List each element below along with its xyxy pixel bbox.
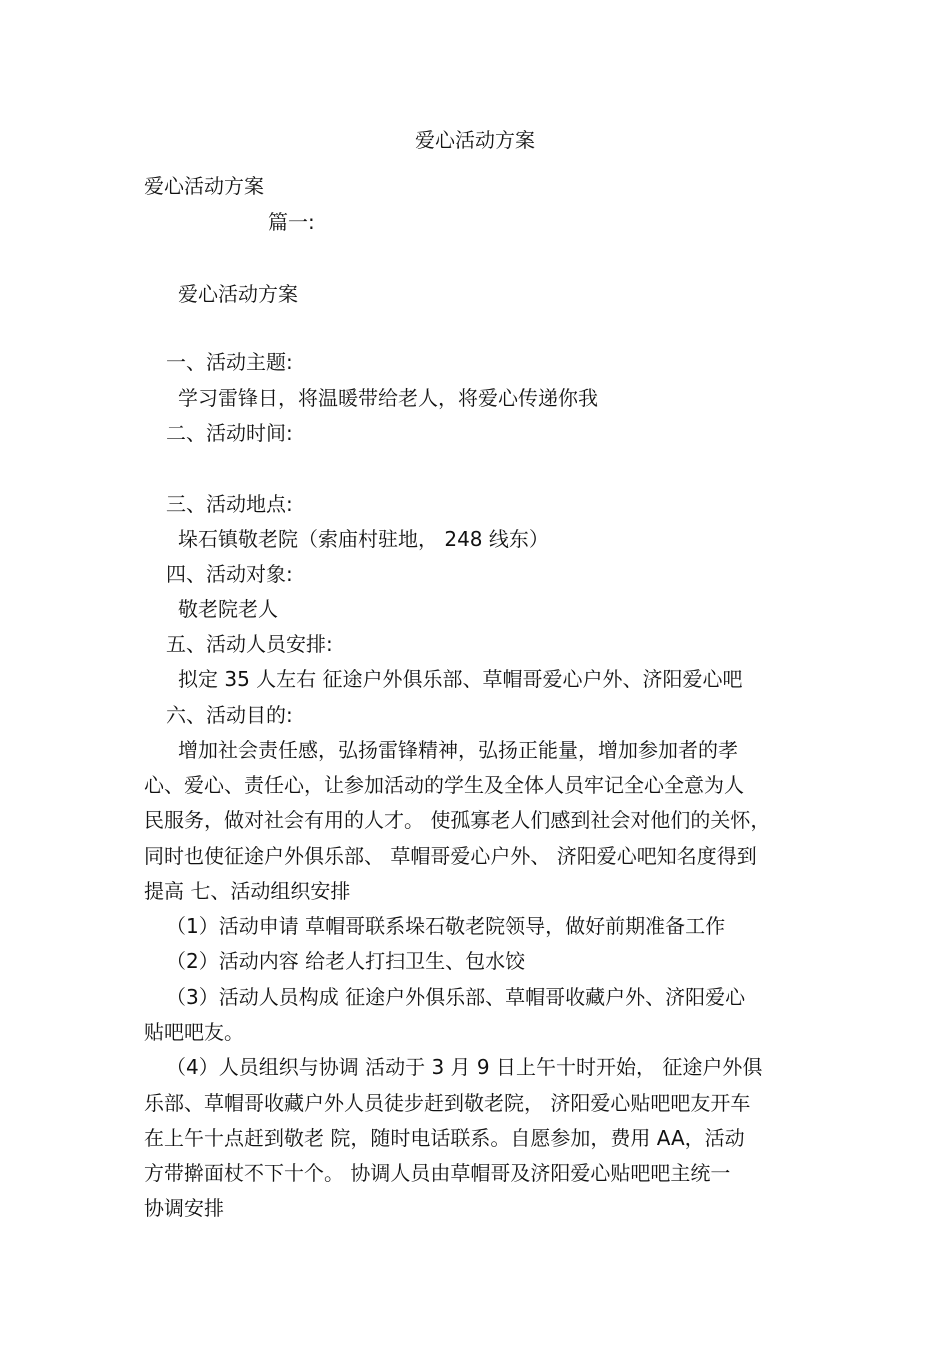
document-title: 爱心活动方案 <box>415 128 535 152</box>
document-subtitle: 爱心活动方案 <box>144 174 264 198</box>
section-target-body: 敬老院老人 <box>178 597 278 621</box>
section-staff-body: 拟定 35 人左右 征途户外俱乐部、草帽哥爱心户外、济阳爱心吧 <box>178 667 743 691</box>
section-purpose-heading: 六、活动目的: <box>166 703 293 727</box>
section-theme-heading: 一、活动主题: <box>166 350 293 374</box>
purpose-line: 增加社会责任感，弘扬雷锋精神，弘扬正能量，增加参加者的孝 <box>178 738 738 762</box>
arrangement-item-3-cont: 贴吧吧友。 <box>144 1020 244 1044</box>
arrangement-item-1: （1）活动申请 草帽哥联系垛石敬老院领导，做好前期准备工作 <box>166 914 726 938</box>
purpose-line: 同时也使征途户外俱乐部、 草帽哥爱心户外、 济阳爱心吧知名度得到 <box>144 844 757 868</box>
section-location-body: 垛石镇敬老院（索庙村驻地， 248 线东） <box>178 527 549 551</box>
arrangement-item-3: （3）活动人员构成 征途户外俱乐部、草帽哥收藏户外、济阳爱心 <box>166 985 746 1009</box>
purpose-line: 民服务，做对社会有用的人才。 使孤寡老人们感到社会对他们的关怀， <box>144 808 771 832</box>
section-location-heading: 三、活动地点: <box>166 492 293 516</box>
section-time-heading: 二、活动时间: <box>166 421 293 445</box>
part-label: 篇一: <box>268 210 315 234</box>
purpose-line: 提高 七、活动组织安排 <box>144 879 351 903</box>
plan-title: 爱心活动方案 <box>178 282 298 306</box>
section-staff-heading: 五、活动人员安排: <box>166 632 333 656</box>
arrangement-item-2: （2）活动内容 给老人打扫卫生、包水饺 <box>166 949 526 973</box>
arrangement-item-4-cont: 协调安排 <box>144 1196 224 1220</box>
arrangement-item-4-cont: 乐部、草帽哥收藏户外人员徒步赶到敬老院， 济阳爱心贴吧吧友开车 <box>144 1091 751 1115</box>
arrangement-item-4: （4）人员组织与协调 活动于 3 月 9 日上午十时开始， 征途户外俱 <box>166 1055 763 1079</box>
section-target-heading: 四、活动对象: <box>166 562 293 586</box>
purpose-line: 心、爱心、责任心，让参加活动的学生及全体人员牢记全心全意为人 <box>144 773 744 797</box>
arrangement-item-4-cont: 在上午十点赶到敬老 院，随时电话联系。自愿参加，费用 AA，活动 <box>144 1126 745 1150</box>
section-theme-body: 学习雷锋日，将温暖带给老人，将爱心传递你我 <box>178 386 598 410</box>
arrangement-item-4-cont: 方带擀面杖不下十个。 协调人员由草帽哥及济阳爱心贴吧吧主统一 <box>144 1161 731 1185</box>
